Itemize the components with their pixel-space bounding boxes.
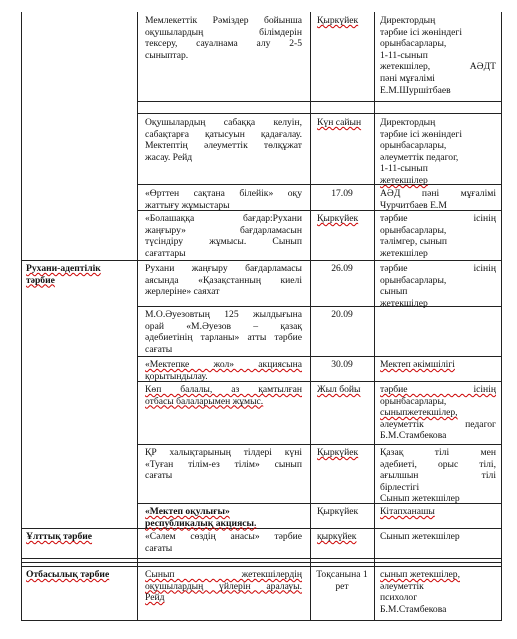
row12-event: Сынып жетекшілердің оқушылардың үйлерін аралауы. Рейд: [145, 569, 302, 604]
table2-col-divider-3: [374, 562, 375, 621]
row4-responsible: тәрбие ісінің орынбасарлары, тәлімгер, сынып жетекшілер: [380, 213, 496, 259]
table2-col-divider-1: [137, 562, 138, 621]
row9-date: Қыркүйек: [317, 447, 359, 458]
col-divider-2: [310, 12, 311, 584]
row4-date: Қыркүйек: [317, 213, 359, 224]
row3-responsible: АӘД пәні мұғалімі Чурчитбаев Е.М: [380, 188, 496, 211]
section-label-spiritual: Рухани-адептілік тәрбие: [26, 263, 101, 286]
row-rule: [21, 558, 501, 559]
row12-responsible: сынып жетекшілер, әлеуметтік психолог Б.М.Стамбекова: [380, 569, 460, 615]
row10-event: «Мектеп оқулығы» республикалық акциясы.: [145, 506, 257, 529]
row10-date: Қыркүйек: [317, 506, 359, 517]
row7-date: 30.09: [331, 359, 353, 370]
row-rule: [21, 620, 501, 621]
row-rule: [137, 356, 501, 357]
row-rule: [137, 101, 501, 102]
row5-event: Рухани жаңғыру бағдарламасы аясында «Қазақстанның киелі жерлеріне» саяхат: [145, 263, 302, 298]
row5-responsible: тәрбие ісінің орынбасарлары, сынып жетекшілер: [380, 263, 496, 309]
row4-event: «Болашаққа бағдар:Рухани жаңғыру» бағдарламасын түсіндіру жұмысы. Сынып сағаттары: [145, 213, 302, 259]
row-rule: [21, 566, 501, 567]
row1-responsible: Директордың тәрбие ісі жөніндегі орынбасарлары, 1-11-сынып жетекшілер, АӘДТ пәні мұғалімі Е.М.Шуршітбаев: [380, 15, 496, 96]
col-divider-1: [137, 12, 138, 584]
row-rule: [21, 260, 501, 261]
table-border-left: [21, 12, 22, 584]
row2-event: Оқушылардың сабаққа келуін, сабақтарға қатысуын қадағалау. Мектептің әлеуметтік төлқұжат жасау. Рейд: [145, 117, 302, 163]
section-label-national: Ұлттық тәрбие: [26, 531, 93, 542]
col-divider-3: [374, 12, 375, 584]
row-rule: [137, 113, 501, 114]
row3-event: «Өрттен сақтана білейік» оқу жаттығу жұмыстары: [145, 188, 302, 211]
row5-date: 26.09: [331, 263, 353, 274]
row1-event: Мемлекеттік Рәміздер бойынша оқушылардың білімдерін тексеру, сауалнама алу 2-5 сыныптар.: [145, 15, 302, 61]
table-border-right: [501, 12, 502, 584]
row10-responsible: Кітапханашы: [380, 506, 435, 517]
table2-border-right: [501, 562, 502, 621]
row8-responsible: тәрбие ісінің орынбасарлары, сыныпжетекшілер, әлеуметтік педагог Б.М.Стамбекова: [380, 384, 496, 442]
row3-date: 17.09: [331, 188, 353, 199]
section-label-family: Отбасылық тәрбие: [26, 569, 110, 580]
row2-date: Күн сайын: [317, 117, 362, 128]
row7-responsible: Мектеп әкімшілігі: [380, 359, 455, 370]
table2-border-left: [21, 562, 22, 621]
row7-event: «Мектепке жол» акциясына қорытындылау.: [145, 359, 302, 382]
row-rule: [137, 444, 501, 445]
row12-date: Тоқсанына 1 рет: [316, 569, 368, 592]
row11-responsible: Сынып жетекшілер: [380, 531, 460, 542]
row6-date: 20.09: [331, 309, 353, 320]
row8-event: Көп балалы, аз қамтылған отбасы балаларымен жұмыс.: [145, 384, 302, 407]
row2-responsible: Директордың тәрбие ісі жөніндегі орынбасарлары, әлеуметтік педагог, 1-11-сынып жетекшілер: [380, 117, 463, 186]
row9-event: ҚР халықтарының тілдері күні «Туған тілім-ез тілім» сынып сағаты: [145, 447, 302, 482]
row9-responsible: Қазақ тілі мен әдебиеті, орыс тілі, ағылшын тілі бірлестігі Сынып жетекшілер: [380, 447, 496, 505]
row1-date: Қыркүйек: [317, 15, 359, 26]
row11-date: қыркүйек: [317, 531, 357, 542]
row6-event: М.О.Әуезовтың 125 жылдығына орай «М.Әуезов – қазақ әдебиетінің тарланы» атты тәрбие сағаты: [145, 309, 302, 355]
row8-date: Жыл бойы: [317, 384, 361, 395]
row-rule: [21, 562, 501, 563]
row11-event: «Сәлем сөздің анасы» тәрбие сағаты: [145, 531, 302, 554]
